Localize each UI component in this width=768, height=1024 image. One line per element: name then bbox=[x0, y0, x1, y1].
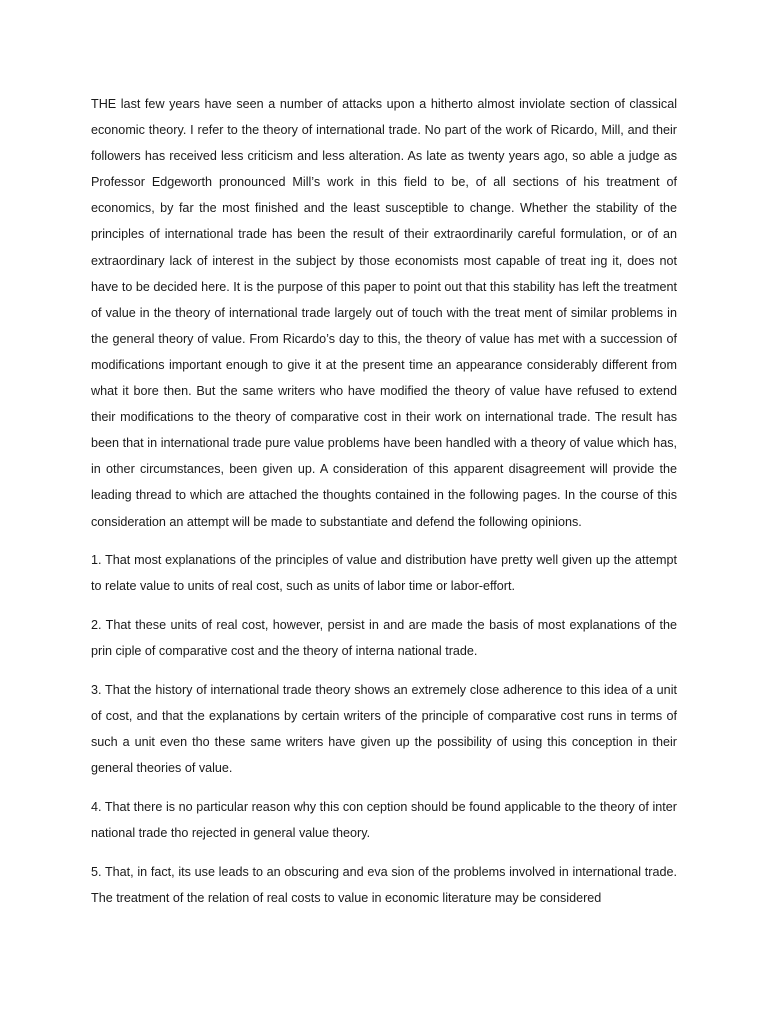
opinion-paragraph-4: 4. That there is no particular reason why this con ception should be found applicable to the theory of inter national trade tho rejected in general value theory. bbox=[91, 799, 677, 840]
opinion-paragraph-1: 1. That most explanations of the principles of value and distribution have pretty well given up the attempt to relate value to units of real cost, such as units of labor time or labor-effort. bbox=[91, 553, 677, 594]
opinion-paragraph-2: 2. That these units of real cost, however, persist in and are made the basis of most explanations of the prin ciple of comparative cost and the theory of interna national trade. bbox=[91, 617, 677, 659]
document-body bbox=[91, 91, 677, 911]
intro-paragraph: THE last few years have seen a number of attacks upon a hitherto almost inviolate section of classical economic theory. I refer to the theory of international trade. No part of the work of Ricardo, Mill, and their followers has received less criticism and less alteration. As late as twenty years ago, so able a judge as Professor Edgeworth pronounced Mill’s work in this field to be, of all sections of his treatment of economics, by far the most finished and the least susceptible to change. Whether the stability of the principles of international trade has been the result of their extraordinarily careful formulation, or of an extraordinary lack of interest in the subject by those economists most capable of treat ing it, does not have to be decided here. It is the purpose of this paper to point out that this stability has left the treatment of value in the theory of international trade largely out of touch with the treat ment of similar problems in the general theory of value. From Ricardo’s day to this, the theory of value has met with a succession of modifications important enough to give it at the present time an appearance considerably different from what it bore then. But the same writers who have modified the theory of value have refused to extend their modifications to the theory of comparative cost in their work on international trade. The result has been that in international trade pure value problems have been handled with a theory of value which has, in other circumstances, been given up. A consideration of this apparent disagreement will provide the leading thread to which are attached the thoughts contained in the following pages. In the course of this consideration an attempt will be made to substantiate and defend the following opinions. bbox=[91, 97, 677, 529]
opinion-paragraph-5: 5. That, in fact, its use leads to an obscuring and eva sion of the problems involved in international trade. The treatment of the relation of real costs to value in economic literature may be considered bbox=[91, 864, 677, 905]
opinion-paragraph-3: 3. That the history of international trade theory shows an extremely close adherence to this idea of a unit of cost, and that the explanations by certain writers of the principle of comparative cost runs in terms of such a unit even tho these same writers have given up the possibility of using this conception in their general theories of value. bbox=[91, 682, 677, 776]
